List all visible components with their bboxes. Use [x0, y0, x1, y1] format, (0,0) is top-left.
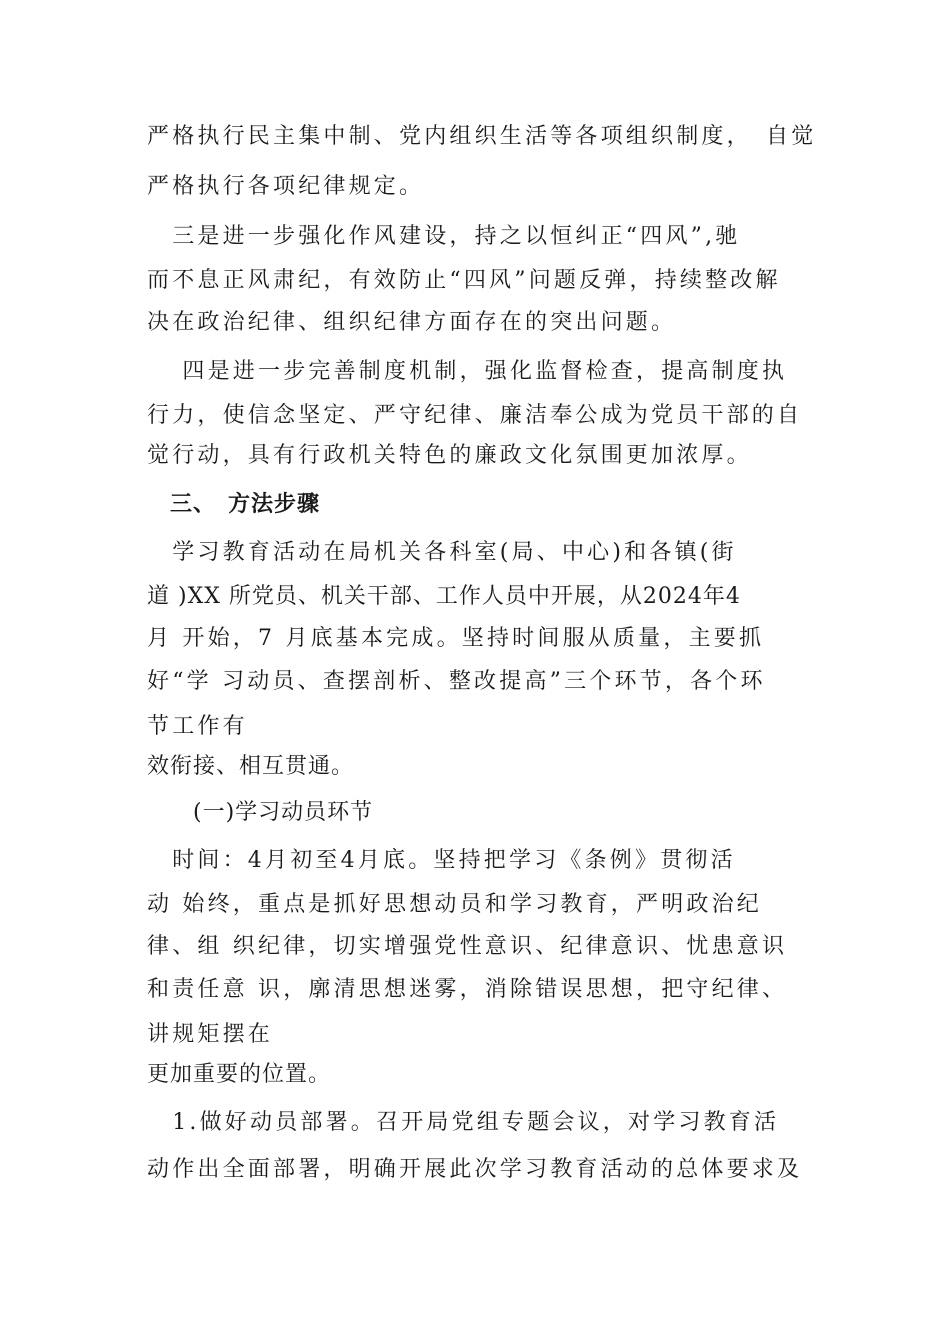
- body-line: 节工作有: [147, 714, 248, 739]
- subsection-heading: (一)学习动员环节: [147, 800, 374, 825]
- body-line: 动 始终，重点是抓好思想动员和学习教育，严明政治纪: [147, 892, 762, 917]
- body-line: 动作出全面部署，明确开展此次学习教育活动的总体要求及: [147, 1157, 803, 1182]
- body-line: 讲规矩摆在: [147, 1022, 274, 1047]
- body-line: 效衔接、相互贯通。: [147, 754, 355, 779]
- body-line: 四是进一步完善制度机制，强化监督检查，提高制度执: [147, 359, 788, 384]
- body-line: 月 开始，7 月底基本完成。坚持时间服从质量，主要抓: [147, 626, 765, 651]
- body-line: 严格执行各项纪律规定。: [147, 174, 425, 199]
- body-line: 和责任意 识，廓清思想迷雾，消除错误思想，把守纪律、: [147, 977, 788, 1002]
- body-line: 决在政治纪律、组织纪律方面存在的突出问题。: [147, 310, 677, 335]
- body-line: 更加重要的位置。: [147, 1062, 332, 1087]
- body-line: 1.做好动员部署。召开局党组专题会议，对学习教育活: [147, 1110, 780, 1135]
- body-line: 时间：4月初至4月底。坚持把学习《条例》贯彻活: [147, 848, 736, 873]
- body-line: 严格执行民主集中制、党内组织生活等各项组织制度， 自觉: [147, 124, 817, 149]
- body-line: 而不息正风肃纪，有效防止“四风”问题反弹，持续整改解: [147, 268, 781, 293]
- body-line: 律、组 织纪律，切实增强党性意识、纪律意识、忧患意识: [147, 934, 788, 959]
- section-heading: 三、 方法步骤: [147, 492, 321, 517]
- body-line: 好“学 习动员、查摆剖析、整改提高”三个环节，各个环: [147, 669, 766, 694]
- body-line: 行力，使信念坚定、严守纪律、廉洁奉公成为党员干部的自: [147, 403, 803, 428]
- body-line: 三是进一步强化作风建设，持之以恒纠正“四风”,驰: [147, 224, 741, 249]
- body-line: 觉行动，具有行政机关特色的廉政文化氛围更加浓厚。: [147, 443, 752, 468]
- body-line: 学习教育活动在局机关各科室(局、中心)和各镇(街: [147, 540, 737, 565]
- body-line: 道 )XX 所党员、机关干部、工作人员中开展，从2024年4: [147, 584, 741, 609]
